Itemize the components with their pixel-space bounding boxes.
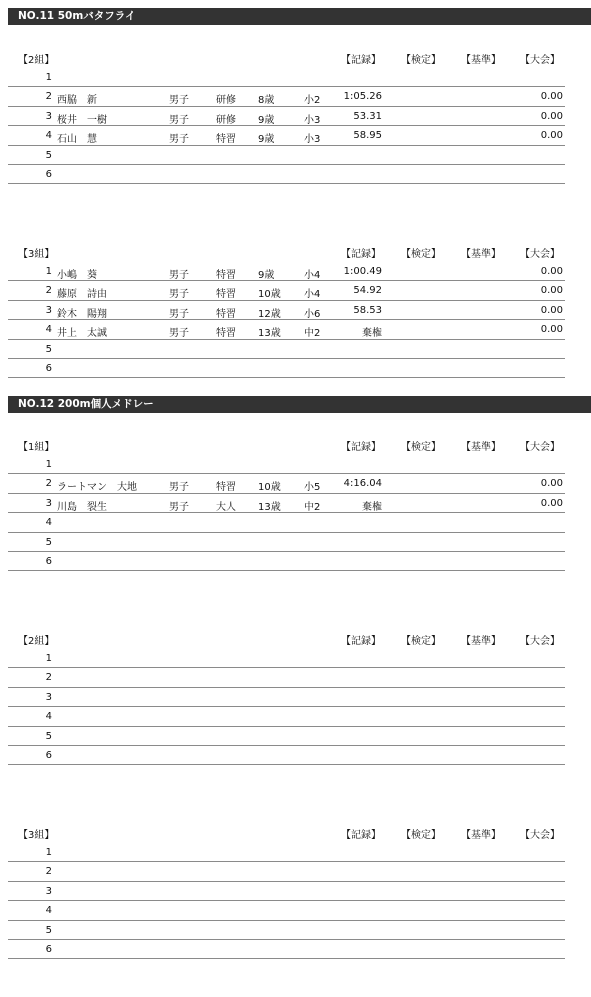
lane-number: 5 bbox=[45, 536, 52, 548]
swimmer-name: 井上 太誠 bbox=[57, 328, 107, 340]
column-header-record: 【記録】 bbox=[341, 249, 381, 260]
gender: 男子 bbox=[169, 308, 189, 320]
age: 10歳 bbox=[258, 289, 281, 301]
event-header-no12: NO.12 200m個人メドレー bbox=[8, 396, 591, 413]
meet-points: 0.00 bbox=[540, 478, 563, 490]
group-label: 【3組】 bbox=[18, 249, 55, 260]
record: 4:16.04 bbox=[343, 478, 382, 490]
gender: 男子 bbox=[169, 95, 189, 107]
grade: 小3 bbox=[304, 114, 321, 126]
meet-points: 0.00 bbox=[540, 285, 563, 297]
table-row bbox=[8, 921, 565, 940]
swimmer-name: 石山 慧 bbox=[57, 134, 97, 146]
swimmer-name: 西脇 新 bbox=[57, 95, 97, 107]
age: 9歳 bbox=[258, 270, 275, 281]
column-header-meet: 【大会】 bbox=[520, 249, 560, 260]
gender: 男子 bbox=[169, 289, 189, 301]
group-no12-heat3 bbox=[8, 821, 565, 959]
class: 研修 bbox=[216, 95, 236, 107]
table-row bbox=[8, 552, 565, 571]
grade: 中2 bbox=[304, 328, 321, 340]
table-row bbox=[8, 862, 565, 881]
table-row bbox=[8, 126, 565, 145]
swimmer-name: 藤原 詩由 bbox=[57, 289, 107, 301]
grade: 小6 bbox=[304, 308, 321, 320]
table-row bbox=[8, 494, 565, 513]
meet-points: 0.00 bbox=[540, 304, 563, 316]
record: 1:00.49 bbox=[343, 266, 382, 277]
grade: 小5 bbox=[304, 482, 321, 494]
group-no11-heat3 bbox=[8, 240, 565, 378]
lane-number: 6 bbox=[45, 168, 52, 180]
group-label: 【2組】 bbox=[18, 55, 55, 66]
class: 特習 bbox=[216, 308, 236, 320]
table-row bbox=[8, 359, 565, 378]
lane-number: 4 bbox=[45, 711, 52, 723]
column-header-record: 【記録】 bbox=[341, 636, 381, 647]
class: 特習 bbox=[216, 328, 236, 340]
group-header bbox=[8, 46, 565, 68]
column-header-record: 【記録】 bbox=[341, 830, 381, 841]
table-row bbox=[8, 146, 565, 165]
column-header-standard: 【基準】 bbox=[461, 249, 501, 260]
record: 53.31 bbox=[353, 110, 382, 122]
lane-number: 5 bbox=[45, 149, 52, 161]
gender: 男子 bbox=[169, 501, 189, 513]
swimmer-name: 川島 裂生 bbox=[57, 501, 107, 513]
table-row bbox=[8, 746, 565, 765]
table-row bbox=[8, 87, 565, 106]
column-header-standard: 【基準】 bbox=[461, 55, 501, 66]
column-header-meet: 【大会】 bbox=[520, 636, 560, 647]
group-header bbox=[8, 240, 565, 262]
grade: 小2 bbox=[304, 95, 321, 107]
lane-number: 1 bbox=[45, 847, 52, 858]
column-header-standard: 【基準】 bbox=[461, 830, 501, 841]
swimmer-name: 小嶋 葵 bbox=[57, 270, 97, 281]
swimmer-name: 鈴木 陽翔 bbox=[57, 308, 107, 320]
group-header bbox=[8, 821, 565, 843]
table-row bbox=[8, 882, 565, 901]
lane-number: 2 bbox=[45, 285, 52, 297]
meet-points: 0.00 bbox=[540, 497, 563, 509]
lane-number: 6 bbox=[45, 362, 52, 374]
table-row bbox=[8, 727, 565, 746]
lane-number: 3 bbox=[45, 691, 52, 703]
column-header-meet: 【大会】 bbox=[520, 55, 560, 66]
record: 54.92 bbox=[353, 285, 382, 297]
table-row bbox=[8, 455, 565, 474]
age: 8歳 bbox=[258, 95, 275, 107]
event-header-no11: NO.11 50mバタフライ bbox=[8, 8, 591, 25]
table-row bbox=[8, 301, 565, 320]
lane-number: 3 bbox=[45, 497, 52, 509]
age: 10歳 bbox=[258, 482, 281, 494]
group-no11-heat2 bbox=[8, 46, 565, 184]
lane-number: 3 bbox=[45, 304, 52, 316]
column-header-record: 【記録】 bbox=[341, 55, 381, 66]
gender: 男子 bbox=[169, 270, 189, 281]
table-row bbox=[8, 533, 565, 552]
group-no12-heat2 bbox=[8, 627, 565, 765]
table-row bbox=[8, 688, 565, 707]
table-row bbox=[8, 940, 565, 959]
lane-number: 4 bbox=[45, 130, 52, 142]
table-row bbox=[8, 707, 565, 726]
class: 特習 bbox=[216, 270, 236, 281]
table-row bbox=[8, 668, 565, 687]
column-header-standard: 【基準】 bbox=[461, 442, 501, 453]
grade: 小3 bbox=[304, 134, 321, 146]
class: 研修 bbox=[216, 114, 236, 126]
lane-number: 6 bbox=[45, 555, 52, 567]
lane-number: 5 bbox=[45, 343, 52, 355]
table-row bbox=[8, 107, 565, 126]
record: 58.53 bbox=[353, 304, 382, 316]
lane-number: 2 bbox=[45, 672, 52, 684]
group-header bbox=[8, 627, 565, 649]
gender: 男子 bbox=[169, 134, 189, 146]
record: 棄権 bbox=[362, 501, 382, 513]
lane-number: 1 bbox=[45, 72, 52, 83]
age: 13歳 bbox=[258, 328, 281, 340]
column-header-standard: 【基準】 bbox=[461, 636, 501, 647]
class: 大人 bbox=[216, 501, 236, 513]
record: 棄権 bbox=[362, 328, 382, 340]
group-label: 【1組】 bbox=[18, 442, 55, 453]
meet-points: 0.00 bbox=[540, 91, 563, 103]
column-header-qualify: 【検定】 bbox=[401, 636, 441, 647]
age: 12歳 bbox=[258, 308, 281, 320]
lane-number: 4 bbox=[45, 324, 52, 336]
meet-points: 0.00 bbox=[540, 266, 563, 277]
class: 特習 bbox=[216, 482, 236, 494]
age: 9歳 bbox=[258, 134, 275, 146]
lane-number: 5 bbox=[45, 924, 52, 936]
table-row bbox=[8, 513, 565, 532]
lane-number: 6 bbox=[45, 943, 52, 955]
grade: 小4 bbox=[304, 270, 321, 281]
lane-number: 2 bbox=[45, 866, 52, 878]
column-header-qualify: 【検定】 bbox=[401, 55, 441, 66]
table-row bbox=[8, 901, 565, 920]
column-header-record: 【記録】 bbox=[341, 442, 381, 453]
lane-number: 4 bbox=[45, 517, 52, 529]
grade: 中2 bbox=[304, 501, 321, 513]
column-header-meet: 【大会】 bbox=[520, 442, 560, 453]
record: 1:05.26 bbox=[343, 91, 382, 103]
table-row bbox=[8, 843, 565, 862]
table-row bbox=[8, 281, 565, 300]
table-row bbox=[8, 320, 565, 339]
meet-points: 0.00 bbox=[540, 324, 563, 336]
table-row bbox=[8, 262, 565, 281]
lane-number: 1 bbox=[45, 266, 52, 277]
lane-number: 2 bbox=[45, 91, 52, 103]
class: 特習 bbox=[216, 134, 236, 146]
table-row bbox=[8, 165, 565, 184]
lane-number: 1 bbox=[45, 459, 52, 470]
swimmer-name: 桜井 一樹 bbox=[57, 114, 107, 126]
table-row bbox=[8, 649, 565, 668]
age: 9歳 bbox=[258, 114, 275, 126]
group-no12-heat1 bbox=[8, 433, 565, 571]
table-row bbox=[8, 474, 565, 493]
gender: 男子 bbox=[169, 114, 189, 126]
table-row bbox=[8, 340, 565, 359]
age: 13歳 bbox=[258, 501, 281, 513]
lane-number: 4 bbox=[45, 905, 52, 917]
group-label: 【2組】 bbox=[18, 636, 55, 647]
lane-number: 1 bbox=[45, 653, 52, 664]
lane-number: 6 bbox=[45, 749, 52, 761]
column-header-meet: 【大会】 bbox=[520, 830, 560, 841]
meet-points: 0.00 bbox=[540, 110, 563, 122]
swimmer-name: ラートマン 大地 bbox=[57, 482, 137, 494]
gender: 男子 bbox=[169, 328, 189, 340]
grade: 小4 bbox=[304, 289, 321, 301]
class: 特習 bbox=[216, 289, 236, 301]
lane-number: 3 bbox=[45, 110, 52, 122]
meet-points: 0.00 bbox=[540, 130, 563, 142]
group-header bbox=[8, 433, 565, 455]
gender: 男子 bbox=[169, 482, 189, 494]
lane-number: 3 bbox=[45, 885, 52, 897]
lane-number: 2 bbox=[45, 478, 52, 490]
record: 58.95 bbox=[353, 130, 382, 142]
column-header-qualify: 【検定】 bbox=[401, 249, 441, 260]
column-header-qualify: 【検定】 bbox=[401, 442, 441, 453]
column-header-qualify: 【検定】 bbox=[401, 830, 441, 841]
lane-number: 5 bbox=[45, 730, 52, 742]
group-label: 【3組】 bbox=[18, 830, 55, 841]
table-row bbox=[8, 68, 565, 87]
